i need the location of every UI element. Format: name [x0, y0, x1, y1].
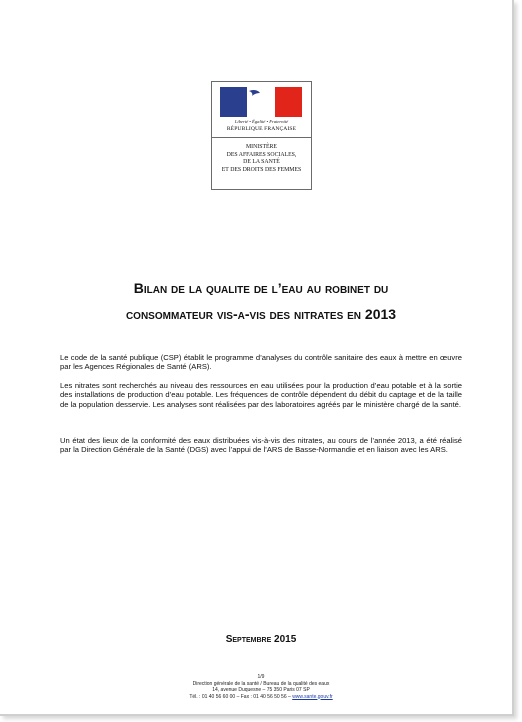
page-footer	[0, 674, 522, 700]
motto-text: Liberté • Égalité • Fraternité	[234, 119, 289, 124]
paragraph: Un état des lieux de la conformité des eaux distribuées vis-à-vis des nitrates, au cours de l’année 2013, a été réalisé par la Direction Générale de la Santé (DGS) avec l’appui de l’ARS de Basse-Normandie et en liaison avec les ARS.	[60, 436, 462, 455]
ministry-line: DES AFFAIRES SOCIALES,	[226, 151, 297, 158]
ministry-line: ET DES DROITS DES FEMMES	[221, 166, 302, 173]
ministry-line: MINISTÈRE	[246, 144, 277, 150]
footer-line: 14, avenue Duquesne – 75 350 Paris 07 SP	[212, 687, 310, 693]
paragraph: Les nitrates sont recherchés au niveau des ressources en eau utilisées pour la production d’eau potable et à la sortie des installations de production d’eau potable. Les fréquences de contrôle dépendent du débit du captage et de la taille de la population desservie. Les analyses sont réalisées par des laboratoires agréés par le ministère chargé de la santé.	[60, 381, 462, 409]
footer-phone-fax: Tél. : 01 40 56 60 00 – Fax : 01 40 56 50 56 –	[189, 693, 293, 700]
footer-line: Direction générale de la santé / Bureau de la qualité des eaux	[192, 680, 330, 687]
footer-contact	[0, 694, 522, 701]
website-link[interactable]: www.sante.gouv.fr	[292, 693, 333, 700]
page-number: 1/9	[257, 674, 265, 680]
marianne-flag-icon	[220, 87, 302, 117]
republic-logo	[211, 81, 312, 190]
republic-label: RÉPUBLIQUE FRANÇAISE	[226, 126, 297, 132]
publication-date: Septembre 2015	[225, 634, 297, 645]
ministry-line: DE LA SANTÉ	[243, 159, 280, 166]
document-title-line-1: Bilan de la qualite de l’eau au robinet du	[133, 280, 389, 296]
document-title-line-2: consommateur vis-a-vis des nitrates en 2013	[125, 306, 397, 322]
logo-divider	[212, 137, 311, 138]
ministry-name	[212, 144, 311, 174]
paragraph: Le code de la santé publique (CSP) établit le programme d’analyses du contrôle sanitaire des eaux à mettre en œuvre par les Agences Régionales de Santé (ARS).	[60, 353, 462, 372]
